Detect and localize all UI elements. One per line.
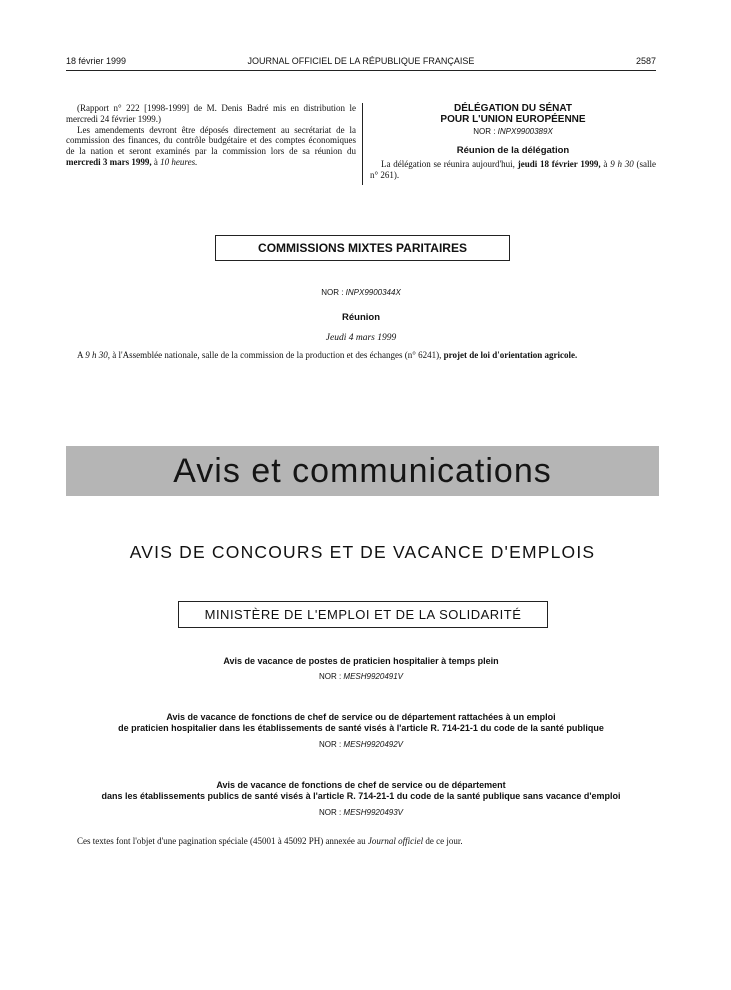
left-column (66, 103, 356, 168)
delegation-subtitle: Réunion de la délégation (456, 145, 570, 156)
delegation-text: La délégation se réunira aujourd'hui, jeudi 18 février 1999, à 9 h 30 (salle n° 261). (370, 159, 657, 180)
delegation-title-line2: POUR L'UNION EUROPÉENNE (440, 114, 586, 125)
cmp-date: Jeudi 4 mars 1999 (325, 333, 397, 343)
notice-2-line1: Avis de vacance de fonctions de chef de service ou de département rattachées à un emploi (166, 712, 556, 722)
pagination-note: Ces textes font l'objet d'une pagination spéciale (45001 à 45092 PH) annexée au Journal officiel de ce jour. (77, 836, 463, 846)
notice-1-line1: Avis de vacance de postes de praticien hospitalier à temps plein (223, 656, 499, 666)
header-date: 18 février 1999 (66, 56, 127, 66)
notice-2-nor: NOR : MESH9920492V (318, 740, 404, 749)
column-divider (362, 103, 363, 185)
ministry-heading-box: MINISTÈRE DE L'EMPLOI ET DE LA SOLIDARITÉ (178, 601, 548, 628)
header-page-number: 2587 (635, 56, 656, 66)
concours-title: AVIS DE CONCOURS ET DE VACANCE D'EMPLOIS (129, 542, 596, 562)
notice-3-line1: Avis de vacance de fonctions de chef de service ou de département (216, 780, 506, 790)
notice-3-nor: NOR : MESH9920493V (318, 808, 404, 817)
delegation-nor: NOR : INPX9900389X (473, 127, 553, 136)
amendements-paragraph: Les amendements devront être déposés directement au secrétariat de la commission des finances, du contrôle budgétaire et des comptes économiques de la nation et seront examinés par la commission lors de sa réunion du mercredi 3 mars 1999, à 10 heures. (66, 124, 356, 167)
cmp-heading-box: COMMISSIONS MIXTES PARITAIRES (215, 235, 510, 261)
rapport-paragraph: (Rapport n° 222 [1998-1999] de M. Denis Badré mis en distribution le mercredi 24 février 1999.) (66, 103, 356, 124)
header-journal-title: JOURNAL OFFICIEL DE LA RÉPUBLIQUE FRANÇAISE (247, 56, 475, 66)
notice-3-line2: dans les établissements publics de santé visés à l'article R. 714-21-1 du code de la santé publique sans vacance d'emploi (101, 791, 621, 801)
right-column (370, 103, 656, 181)
notice-1-nor: NOR : MESH9920491V (318, 672, 404, 681)
delegation-title-line1: DÉLÉGATION DU SÉNAT (454, 103, 572, 114)
header-rule (66, 70, 656, 71)
banner-title: Avis et communications (173, 452, 552, 490)
cmp-text: A 9 h 30, à l'Assemblée nationale, salle de la commission de la production et des échanges (n° 6241), projet de loi d'orientation agricole. (77, 350, 578, 360)
cmp-nor: NOR : INPX9900344X (321, 288, 401, 297)
notice-2-line2: de praticien hospitalier dans les établissements de santé visés à l'article R. 714-21-1 du code de la santé publique (118, 723, 604, 733)
cmp-subtitle: Réunion (342, 312, 380, 323)
